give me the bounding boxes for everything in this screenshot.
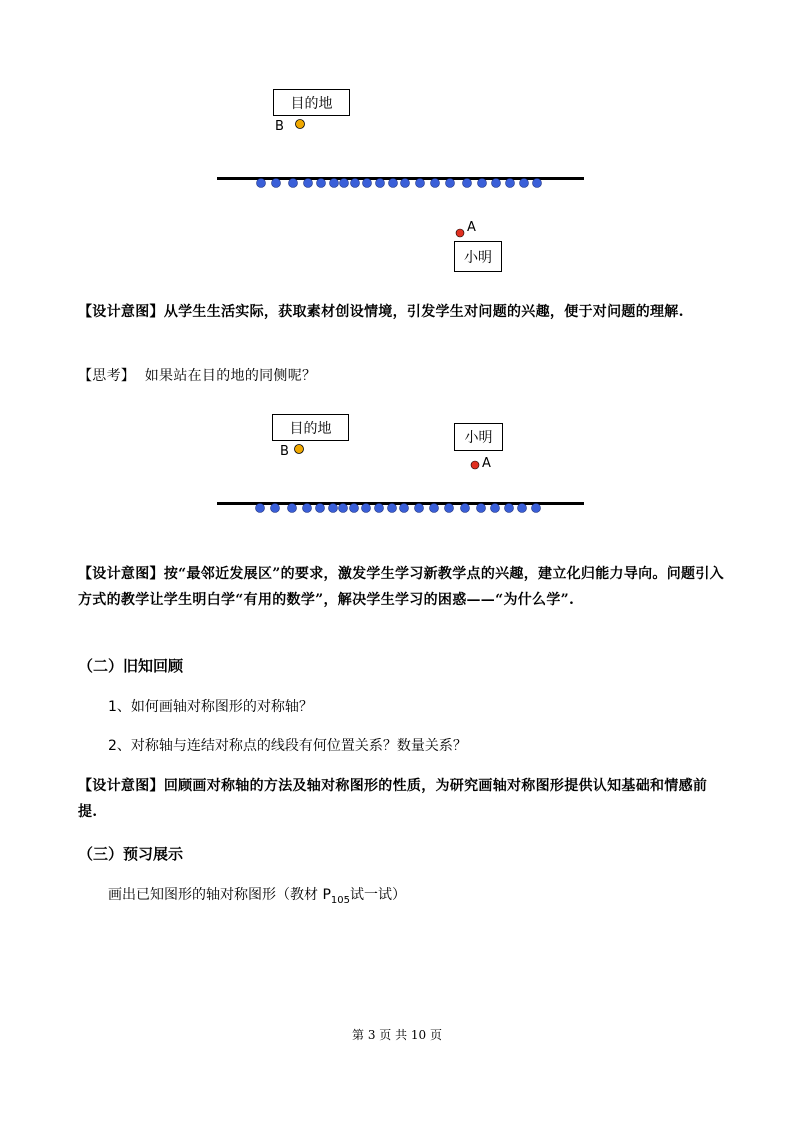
- dots1-dot-20: [520, 179, 529, 188]
- dots2-dot-18: [491, 504, 500, 513]
- point-b-label-2: B: [280, 444, 289, 459]
- design-intent-tag-3: 【设计意图】: [78, 778, 164, 794]
- dots2-dot-8: [350, 504, 359, 513]
- design-intent-text-3: 回顾画对称轴的方法及轴对称图形的性质，为研究画轴对称图形提供认知基础和情感前提.: [78, 778, 708, 820]
- dots2-dot-7: [339, 504, 348, 513]
- dots1-dot-12: [401, 179, 410, 188]
- design-intent-text-2: 按“最邻近发展区”的要求，激发学生学习新教学点的兴趣，建立化归能力导向。问题引入方式的教学让学生明白学“有用的数学”，解决学生学习的困惑——“为什么学”.: [78, 566, 724, 608]
- section-3-subscript: 105: [330, 894, 350, 906]
- design-intent-2: [78, 561, 726, 613]
- point-a-dot-2: [471, 461, 479, 469]
- dots1-dot-2: [272, 179, 281, 188]
- dots1-dot-3: [289, 179, 298, 188]
- dots1-dot-11: [389, 179, 398, 188]
- person-box-2: 小明: [454, 423, 503, 451]
- dots1-dot-4: [304, 179, 313, 188]
- dots2-dot-6: [329, 504, 338, 513]
- dots1-dot-19: [506, 179, 515, 188]
- dots2-dot-20: [518, 504, 527, 513]
- point-a-label-2: A: [482, 456, 491, 471]
- dots1-dot-17: [478, 179, 487, 188]
- dots2-dot-1: [256, 504, 265, 513]
- design-intent-text-1: 从学生生活实际，获取素材创设情境，引发学生对问题的兴趣，便于对问题的理解.: [163, 304, 684, 320]
- dots1-dot-16: [463, 179, 472, 188]
- destination-box-1: 目的地: [273, 89, 350, 116]
- dots2-dot-2: [271, 504, 280, 513]
- design-intent-3: [78, 773, 726, 825]
- dots2-dot-4: [303, 504, 312, 513]
- section-3-text-after: 试一试）: [350, 887, 406, 903]
- dots1-dot-14: [431, 179, 440, 188]
- dots2-dot-17: [477, 504, 486, 513]
- dots2-dot-10: [375, 504, 384, 513]
- dots2-dot-12: [400, 504, 409, 513]
- dots2-dot-13: [415, 504, 424, 513]
- dots1-dot-21: [533, 179, 542, 188]
- point-b-dot-2: [295, 445, 304, 454]
- destination-box-2: 目的地: [272, 414, 349, 441]
- person-box-1: 小明: [454, 241, 502, 272]
- section-3-text: [108, 884, 406, 906]
- dots1-dot-8: [351, 179, 360, 188]
- dots2-dot-14: [430, 504, 439, 513]
- dots1-dot-15: [446, 179, 455, 188]
- dots1-dot-7: [340, 179, 349, 188]
- page-footer: 第 3 页 共 10 页: [352, 1028, 442, 1042]
- dots2-dot-19: [505, 504, 514, 513]
- dots2-dot-3: [288, 504, 297, 513]
- point-a-label-1: A: [467, 220, 476, 235]
- thinking-text: 如果站在目的地的同侧呢？: [144, 368, 317, 384]
- dots2-dot-9: [362, 504, 371, 513]
- section-2-title: （二）旧知回顾: [78, 657, 184, 675]
- dots2-dot-16: [461, 504, 470, 513]
- section-2-item-1: 1、如何画轴对称图形的对称轴？: [108, 699, 313, 715]
- section-2-item-2: 2、对称轴与连结对称点的线段有何位置关系？数量关系？: [108, 738, 467, 754]
- point-b-dot-1: [296, 120, 305, 129]
- thinking-line: [78, 363, 726, 389]
- dots2-dot-21: [532, 504, 541, 513]
- design-intent-tag-1: 【设计意图】: [78, 304, 164, 320]
- dots1-dot-6: [330, 179, 339, 188]
- dots1-dot-1: [257, 179, 266, 188]
- thinking-tag: 【思考】: [78, 368, 136, 384]
- point-a-dot-1: [456, 229, 464, 237]
- design-intent-tag-2: 【设计意图】: [78, 566, 164, 582]
- dots1-dot-10: [376, 179, 385, 188]
- dots1-dot-5: [317, 179, 326, 188]
- dots2-dot-11: [388, 504, 397, 513]
- river-dots-2: [256, 504, 541, 513]
- dots1-dot-13: [416, 179, 425, 188]
- dots1-dot-18: [492, 179, 501, 188]
- section-3-title: （三）预习展示: [78, 845, 184, 863]
- dots1-dot-9: [363, 179, 372, 188]
- point-b-label-1: B: [275, 119, 284, 134]
- river-dots-1: [257, 179, 542, 188]
- section-3-text-before: 画出已知图形的轴对称图形（教材 P: [108, 887, 331, 903]
- dots2-dot-15: [445, 504, 454, 513]
- design-intent-1: [78, 299, 726, 325]
- dots2-dot-5: [316, 504, 325, 513]
